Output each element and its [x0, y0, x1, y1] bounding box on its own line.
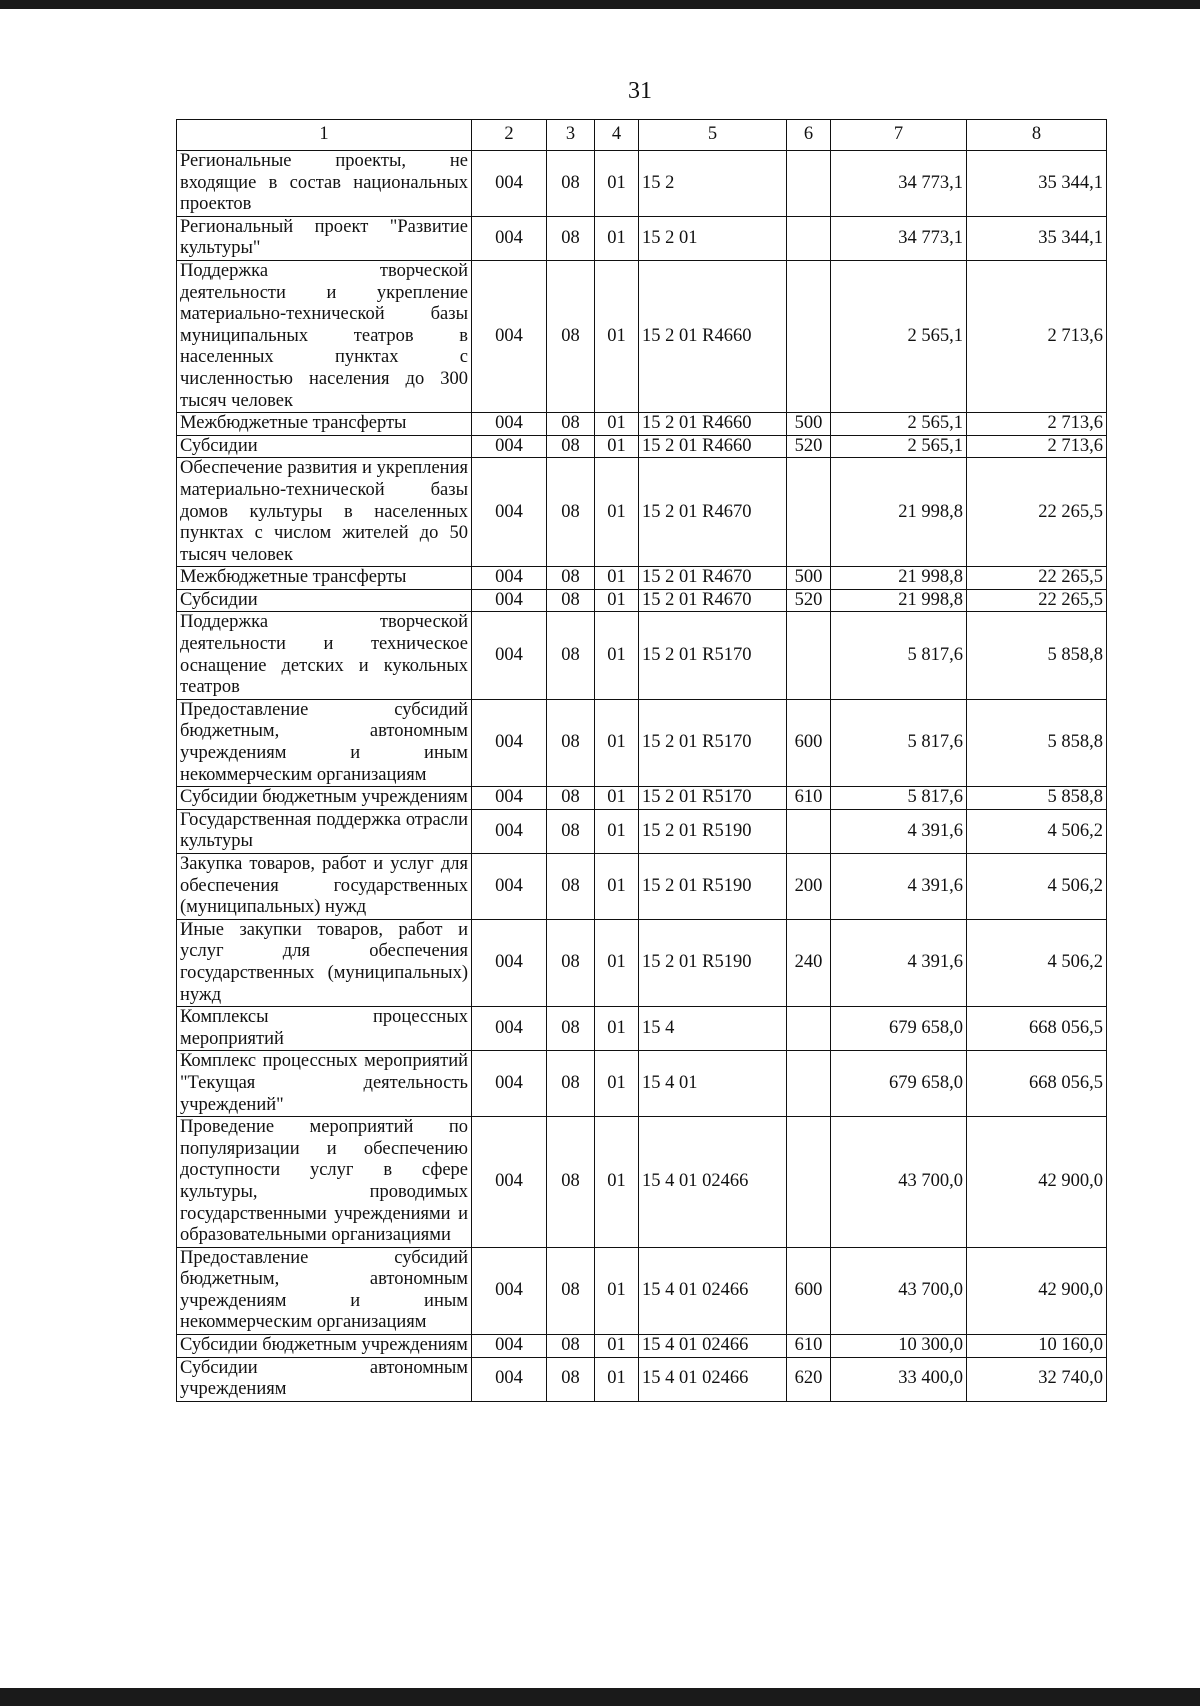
cell-target-article: 15 2 01 R4660	[639, 435, 787, 458]
row-description: Комплексы процессных мероприятий	[177, 1007, 472, 1051]
cell-amount-year-2: 2 713,6	[967, 413, 1107, 436]
cell-expense-type	[787, 1117, 831, 1248]
cell-subsection: 01	[595, 1007, 639, 1051]
cell-subsection: 01	[595, 1051, 639, 1117]
cell-amount-year-1: 34 773,1	[831, 151, 967, 217]
cell-section: 08	[547, 589, 595, 612]
cell-target-article: 15 4 01 02466	[639, 1357, 787, 1401]
cell-amount-year-1: 43 700,0	[831, 1117, 967, 1248]
cell-expense-type: 600	[787, 1247, 831, 1334]
cell-expense-type	[787, 612, 831, 699]
cell-amount-year-2: 32 740,0	[967, 1357, 1107, 1401]
cell-target-article: 15 4	[639, 1007, 787, 1051]
row-description: Межбюджетные трансферты	[177, 413, 472, 436]
header-col-3: 3	[547, 120, 595, 151]
cell-target-article: 15 2 01 R5170	[639, 699, 787, 786]
row-description: Субсидии	[177, 435, 472, 458]
row-description: Региональный проект "Развитие культуры"	[177, 216, 472, 260]
row-description: Межбюджетные трансферты	[177, 567, 472, 590]
cell-target-article: 15 2 01 R5170	[639, 787, 787, 810]
row-description: Предоставление субсидий бюджетным, автономным учреждениям и иным некоммерческим организациям	[177, 1247, 472, 1334]
cell-section: 08	[547, 1051, 595, 1117]
cell-target-article: 15 2 01	[639, 216, 787, 260]
cell-amount-year-1: 34 773,1	[831, 216, 967, 260]
row-description: Региональные проекты, не входящие в состав национальных проектов	[177, 151, 472, 217]
cell-section: 08	[547, 260, 595, 412]
cell-ministry-code: 004	[472, 216, 547, 260]
row-description: Предоставление субсидий бюджетным, автономным учреждениям и иным некоммерческим организациям	[177, 699, 472, 786]
table-row	[177, 854, 1107, 920]
cell-subsection: 01	[595, 151, 639, 217]
cell-target-article: 15 4 01 02466	[639, 1117, 787, 1248]
cell-ministry-code: 004	[472, 1357, 547, 1401]
cell-subsection: 01	[595, 458, 639, 567]
cell-expense-type	[787, 1051, 831, 1117]
cell-ministry-code: 004	[472, 809, 547, 853]
cell-subsection: 01	[595, 1335, 639, 1358]
cell-amount-year-1: 4 391,6	[831, 919, 967, 1006]
row-description: Субсидии автономным учреждениям	[177, 1357, 472, 1401]
scan-border-top	[0, 0, 1200, 9]
cell-target-article: 15 2	[639, 151, 787, 217]
table-row	[177, 151, 1107, 217]
cell-section: 08	[547, 809, 595, 853]
cell-ministry-code: 004	[472, 919, 547, 1006]
cell-expense-type: 620	[787, 1357, 831, 1401]
table-body	[177, 151, 1107, 1402]
budget-table	[176, 119, 1107, 1402]
cell-amount-year-1: 21 998,8	[831, 458, 967, 567]
cell-target-article: 15 2 01 R5190	[639, 854, 787, 920]
cell-subsection: 01	[595, 260, 639, 412]
cell-amount-year-2: 42 900,0	[967, 1247, 1107, 1334]
cell-target-article: 15 2 01 R4670	[639, 589, 787, 612]
table-row	[177, 567, 1107, 590]
cell-expense-type	[787, 809, 831, 853]
cell-amount-year-1: 33 400,0	[831, 1357, 967, 1401]
cell-expense-type: 500	[787, 413, 831, 436]
cell-target-article: 15 2 01 R4670	[639, 567, 787, 590]
cell-amount-year-2: 4 506,2	[967, 854, 1107, 920]
row-description: Проведение мероприятий по популяризации и обеспечению доступности услуг в сфере культуры, проводимых государственными учреждениями и образовательными организациями	[177, 1117, 472, 1248]
cell-amount-year-2: 35 344,1	[967, 151, 1107, 217]
header-col-8: 8	[967, 120, 1107, 151]
header-row	[177, 120, 1107, 151]
cell-amount-year-1: 10 300,0	[831, 1335, 967, 1358]
table-row	[177, 1335, 1107, 1358]
cell-amount-year-2: 5 858,8	[967, 787, 1107, 810]
cell-ministry-code: 004	[472, 1007, 547, 1051]
cell-amount-year-1: 5 817,6	[831, 699, 967, 786]
header-col-1: 1	[177, 120, 472, 151]
table-row	[177, 458, 1107, 567]
cell-section: 08	[547, 413, 595, 436]
cell-subsection: 01	[595, 854, 639, 920]
table-row	[177, 919, 1107, 1006]
cell-ministry-code: 004	[472, 413, 547, 436]
cell-section: 08	[547, 612, 595, 699]
cell-ministry-code: 004	[472, 1051, 547, 1117]
cell-expense-type	[787, 216, 831, 260]
cell-section: 08	[547, 919, 595, 1006]
cell-expense-type	[787, 260, 831, 412]
cell-ministry-code: 004	[472, 1247, 547, 1334]
cell-subsection: 01	[595, 1117, 639, 1248]
table-row	[177, 787, 1107, 810]
cell-section: 08	[547, 216, 595, 260]
cell-ministry-code: 004	[472, 260, 547, 412]
cell-target-article: 15 2 01 R5190	[639, 809, 787, 853]
scan-border-bottom	[0, 1688, 1200, 1706]
cell-ministry-code: 004	[472, 1117, 547, 1248]
table-row	[177, 216, 1107, 260]
cell-subsection: 01	[595, 787, 639, 810]
cell-amount-year-1: 21 998,8	[831, 567, 967, 590]
table-row	[177, 1007, 1107, 1051]
cell-amount-year-2: 22 265,5	[967, 567, 1107, 590]
table-row	[177, 1051, 1107, 1117]
cell-section: 08	[547, 787, 595, 810]
cell-section: 08	[547, 854, 595, 920]
table-row	[177, 260, 1107, 412]
header-col-4: 4	[595, 120, 639, 151]
cell-amount-year-2: 35 344,1	[967, 216, 1107, 260]
cell-amount-year-1: 4 391,6	[831, 854, 967, 920]
cell-amount-year-2: 42 900,0	[967, 1117, 1107, 1248]
page-number: 31	[628, 78, 652, 104]
cell-target-article: 15 4 01 02466	[639, 1247, 787, 1334]
table-row	[177, 413, 1107, 436]
cell-amount-year-2: 10 160,0	[967, 1335, 1107, 1358]
header-col-7: 7	[831, 120, 967, 151]
cell-amount-year-1: 21 998,8	[831, 589, 967, 612]
cell-amount-year-2: 668 056,5	[967, 1007, 1107, 1051]
row-description: Иные закупки товаров, работ и услуг для обеспечения государственных (муниципальных) нужд	[177, 919, 472, 1006]
cell-amount-year-1: 43 700,0	[831, 1247, 967, 1334]
row-description: Комплекс процессных мероприятий "Текущая деятельность учреждений"	[177, 1051, 472, 1117]
cell-expense-type	[787, 458, 831, 567]
row-description: Закупка товаров, работ и услуг для обеспечения государственных (муниципальных) нужд	[177, 854, 472, 920]
cell-amount-year-1: 2 565,1	[831, 260, 967, 412]
cell-amount-year-2: 5 858,8	[967, 699, 1107, 786]
cell-subsection: 01	[595, 435, 639, 458]
cell-section: 08	[547, 1335, 595, 1358]
cell-ministry-code: 004	[472, 612, 547, 699]
cell-amount-year-1: 679 658,0	[831, 1007, 967, 1051]
cell-subsection: 01	[595, 809, 639, 853]
cell-subsection: 01	[595, 1247, 639, 1334]
cell-section: 08	[547, 567, 595, 590]
cell-ministry-code: 004	[472, 854, 547, 920]
table-row	[177, 1117, 1107, 1248]
row-description: Субсидии бюджетным учреждениям	[177, 787, 472, 810]
cell-target-article: 15 4 01 02466	[639, 1335, 787, 1358]
table-row	[177, 435, 1107, 458]
cell-ministry-code: 004	[472, 787, 547, 810]
cell-ministry-code: 004	[472, 567, 547, 590]
table-row	[177, 589, 1107, 612]
table-row	[177, 1247, 1107, 1334]
cell-section: 08	[547, 1357, 595, 1401]
cell-amount-year-2: 2 713,6	[967, 435, 1107, 458]
row-description: Субсидии бюджетным учреждениям	[177, 1335, 472, 1358]
cell-ministry-code: 004	[472, 589, 547, 612]
cell-target-article: 15 2 01 R4660	[639, 260, 787, 412]
cell-expense-type: 500	[787, 567, 831, 590]
cell-expense-type: 520	[787, 589, 831, 612]
cell-amount-year-2: 5 858,8	[967, 612, 1107, 699]
cell-section: 08	[547, 458, 595, 567]
row-description: Поддержка творческой деятельности и техническое оснащение детских и кукольных театров	[177, 612, 472, 699]
cell-ministry-code: 004	[472, 458, 547, 567]
cell-amount-year-1: 2 565,1	[831, 435, 967, 458]
table-row	[177, 612, 1107, 699]
cell-amount-year-2: 22 265,5	[967, 589, 1107, 612]
cell-amount-year-2: 22 265,5	[967, 458, 1107, 567]
table-row	[177, 809, 1107, 853]
cell-amount-year-2: 668 056,5	[967, 1051, 1107, 1117]
cell-amount-year-1: 5 817,6	[831, 612, 967, 699]
cell-amount-year-1: 679 658,0	[831, 1051, 967, 1117]
header-col-5: 5	[639, 120, 787, 151]
cell-section: 08	[547, 151, 595, 217]
table-row	[177, 699, 1107, 786]
cell-expense-type: 240	[787, 919, 831, 1006]
cell-expense-type: 610	[787, 787, 831, 810]
cell-section: 08	[547, 1117, 595, 1248]
cell-section: 08	[547, 699, 595, 786]
cell-amount-year-1: 5 817,6	[831, 787, 967, 810]
cell-ministry-code: 004	[472, 1335, 547, 1358]
cell-ministry-code: 004	[472, 435, 547, 458]
cell-amount-year-2: 4 506,2	[967, 809, 1107, 853]
cell-subsection: 01	[595, 413, 639, 436]
cell-subsection: 01	[595, 919, 639, 1006]
cell-amount-year-2: 4 506,2	[967, 919, 1107, 1006]
cell-expense-type: 200	[787, 854, 831, 920]
cell-subsection: 01	[595, 1357, 639, 1401]
cell-section: 08	[547, 1247, 595, 1334]
row-description: Государственная поддержка отрасли культуры	[177, 809, 472, 853]
row-description: Поддержка творческой деятельности и укрепление материально-технической базы муниципальных театров в населенных пунктах с численностью населения до 300 тысяч человек	[177, 260, 472, 412]
row-description: Обеспечение развития и укрепления материально-технической базы домов культуры в населенных пунктах с числом жителей до 50 тысяч человек	[177, 458, 472, 567]
header-col-2: 2	[472, 120, 547, 151]
cell-section: 08	[547, 435, 595, 458]
cell-target-article: 15 2 01 R5170	[639, 612, 787, 699]
cell-expense-type: 600	[787, 699, 831, 786]
cell-target-article: 15 4 01	[639, 1051, 787, 1117]
cell-ministry-code: 004	[472, 151, 547, 217]
cell-expense-type	[787, 151, 831, 217]
cell-expense-type: 520	[787, 435, 831, 458]
row-description: Субсидии	[177, 589, 472, 612]
cell-subsection: 01	[595, 699, 639, 786]
cell-subsection: 01	[595, 612, 639, 699]
header-col-6: 6	[787, 120, 831, 151]
cell-subsection: 01	[595, 589, 639, 612]
cell-ministry-code: 004	[472, 699, 547, 786]
cell-target-article: 15 2 01 R5190	[639, 919, 787, 1006]
table-row	[177, 1357, 1107, 1401]
cell-target-article: 15 2 01 R4660	[639, 413, 787, 436]
cell-amount-year-1: 2 565,1	[831, 413, 967, 436]
cell-target-article: 15 2 01 R4670	[639, 458, 787, 567]
cell-section: 08	[547, 1007, 595, 1051]
cell-amount-year-2: 2 713,6	[967, 260, 1107, 412]
cell-expense-type: 610	[787, 1335, 831, 1358]
cell-expense-type	[787, 1007, 831, 1051]
cell-subsection: 01	[595, 567, 639, 590]
cell-subsection: 01	[595, 216, 639, 260]
cell-amount-year-1: 4 391,6	[831, 809, 967, 853]
